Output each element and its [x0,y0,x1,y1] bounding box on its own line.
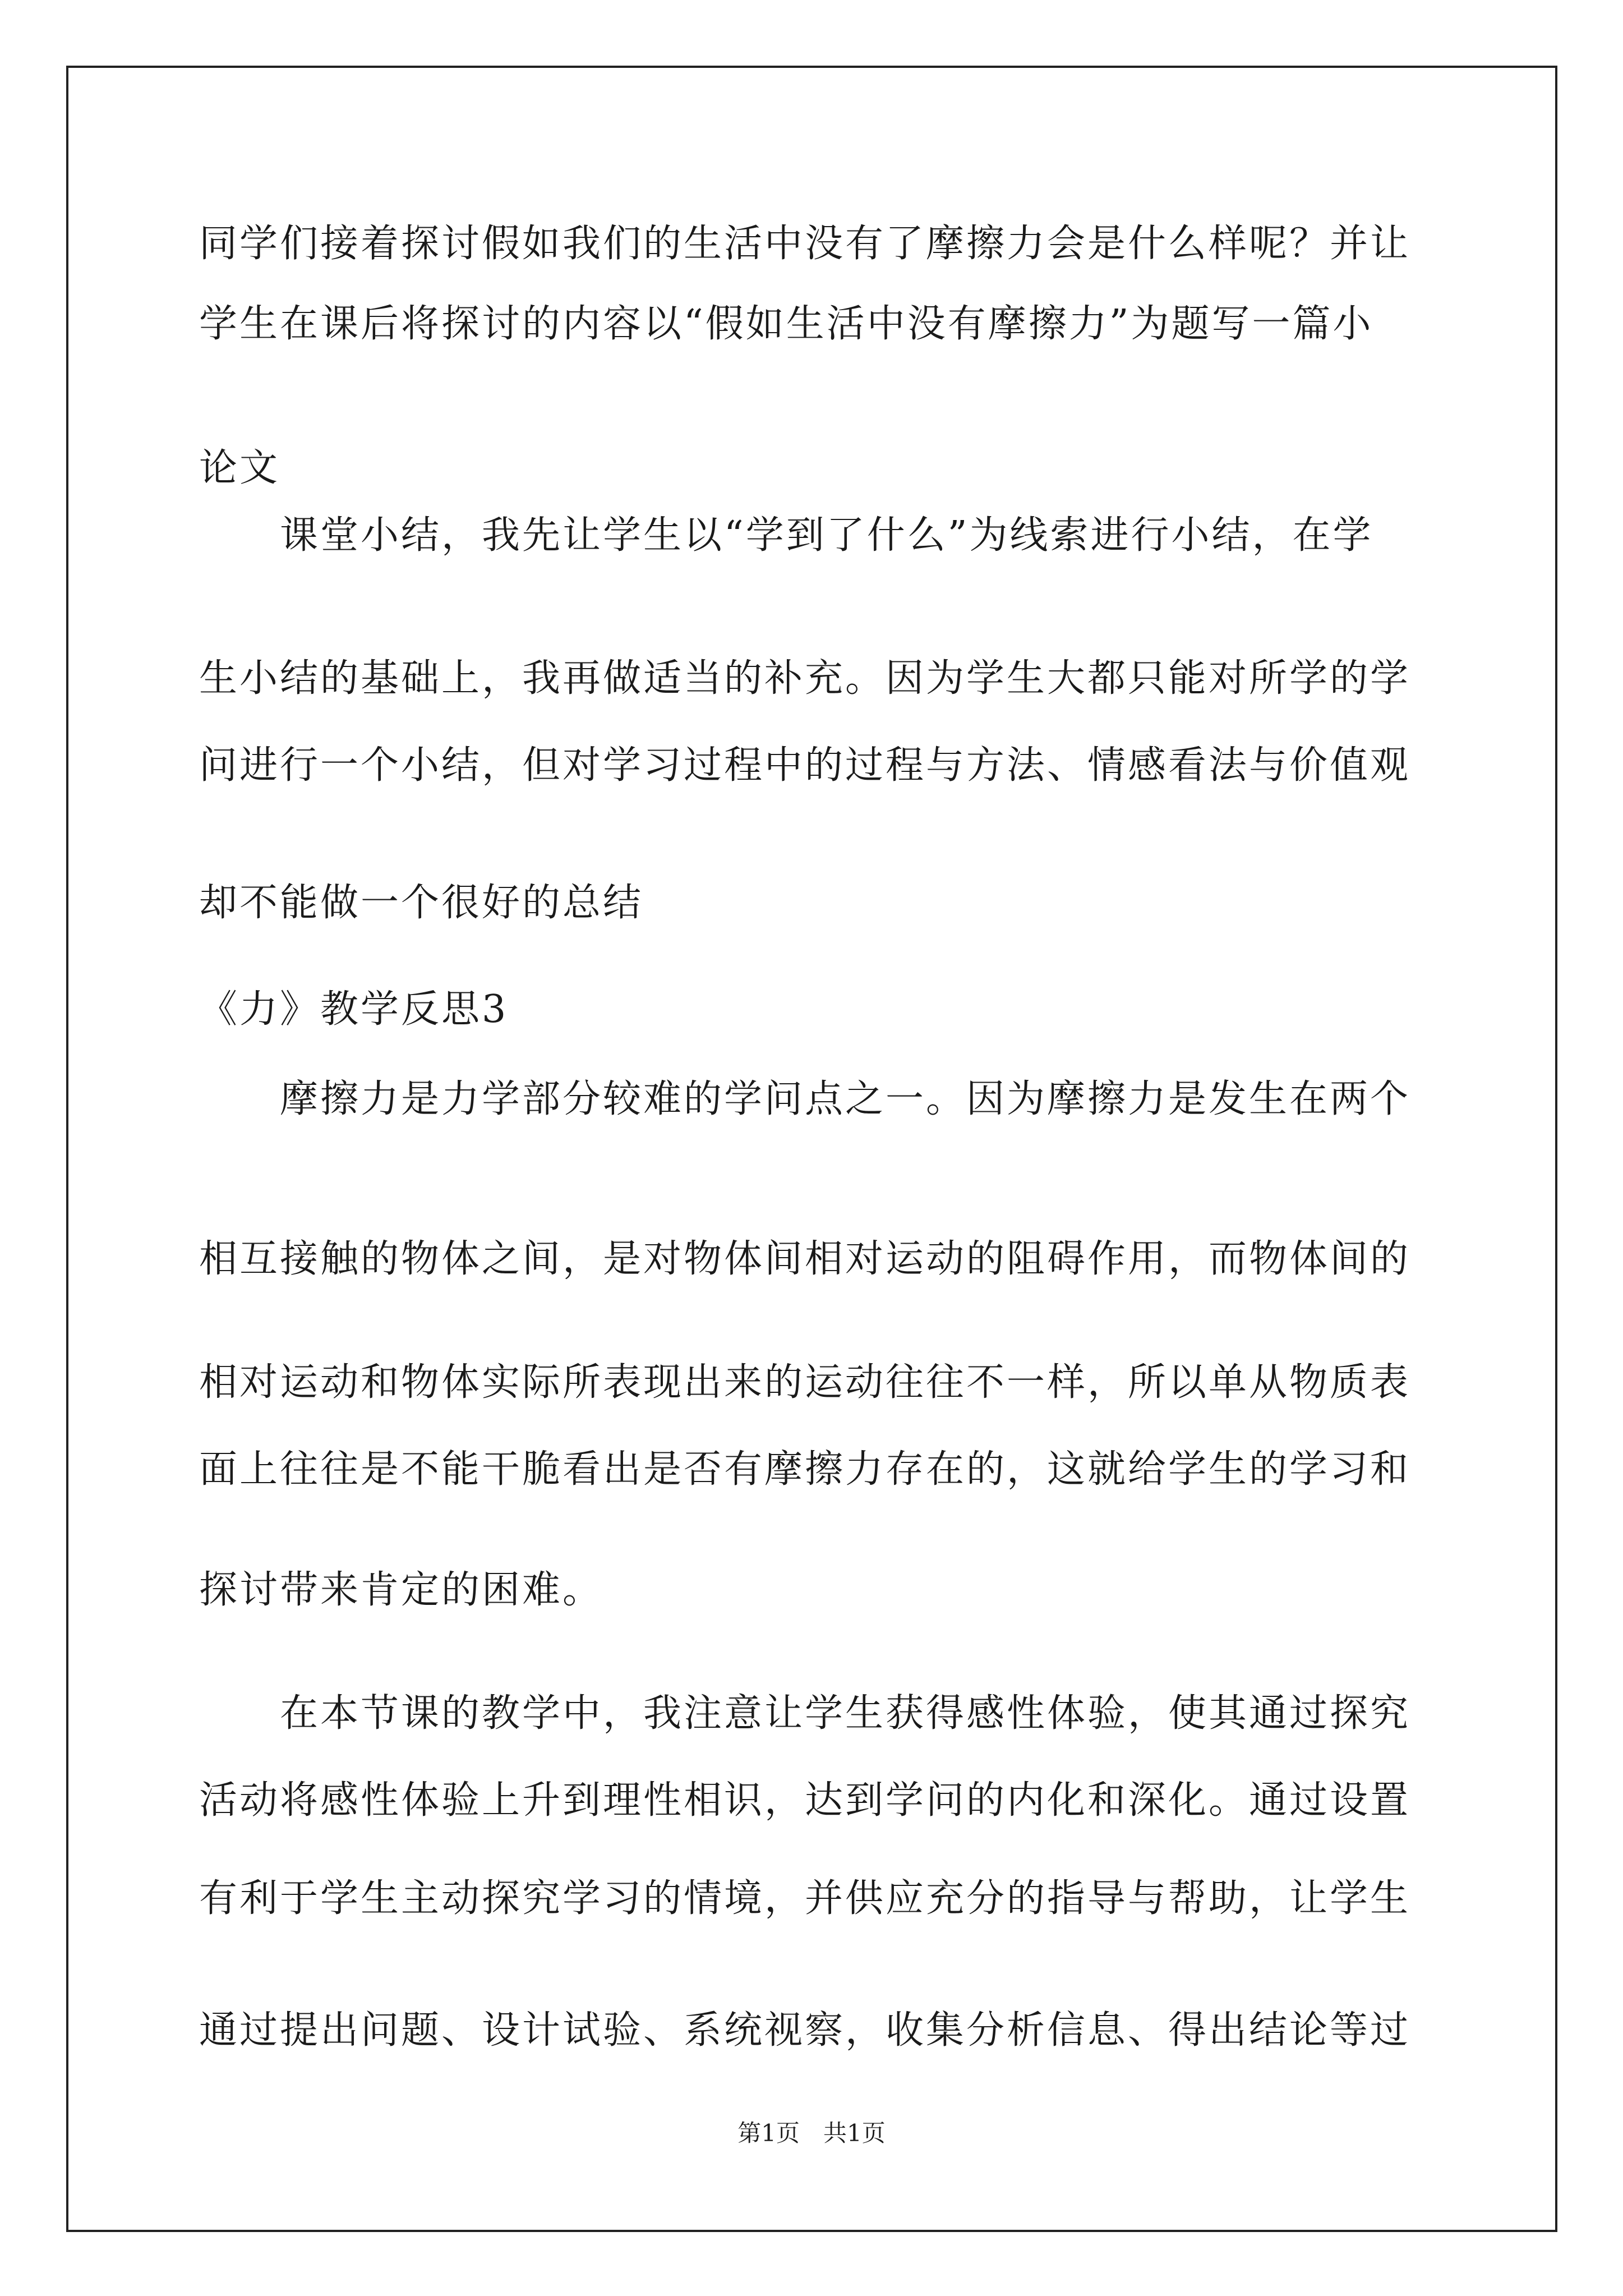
body-line: 同学们接着探讨假如我们的生活中没有了摩擦力会是什么样呢？并让 [199,222,1411,266]
body-line: 活动将感性体验上升到理性相识，达到学问的内化和深化。通过设置 [199,1778,1411,1823]
body-line: 面上往往是不能干脆看出是否有摩擦力存在的，这就给学生的学习和 [199,1447,1411,1492]
body-line: 课堂小结，我先让学生以“学到了什么”为线索进行小结，在学 [199,513,1373,558]
body-line: 在本节课的教学中，我注意让学生获得感性体验，使其通过探究 [199,1691,1411,1736]
body-line: 探讨带来肯定的困难。 [199,1568,603,1612]
body-line: 摩擦力是力学部分较难的学问点之一。因为摩擦力是发生在两个 [199,1077,1411,1121]
body-line: 却不能做一个很好的总结 [199,881,644,925]
body-line: 学生在课后将探讨的内容以“假如生活中没有摩擦力”为题写一篇小 [199,302,1373,346]
body-line: 相对运动和物体实际所表现出来的运动往往不一样，所以单从物质表 [199,1360,1411,1405]
section-heading: 《力》教学反思3 [199,987,509,1032]
body-line: 有利于学生主动探究学习的情境，并供应充分的指导与帮助，让学生 [199,1876,1411,1921]
body-line: 论文 [199,446,280,490]
body-line: 通过提出问题、设计试验、系统视察，收集分析信息、得出结论等过 [199,2008,1411,2053]
body-line: 相互接触的物体之间，是对物体间相对运动的阻碍作用，而物体间的 [199,1237,1411,1281]
body-line: 问进行一个小结，但对学习过程中的过程与方法、情感看法与价值观 [199,743,1411,788]
body-line: 生小结的基础上，我再做适当的补充。因为学生大都只能对所学的学 [199,656,1411,701]
page-number-footer: 第1页 共1页 [737,2119,886,2147]
